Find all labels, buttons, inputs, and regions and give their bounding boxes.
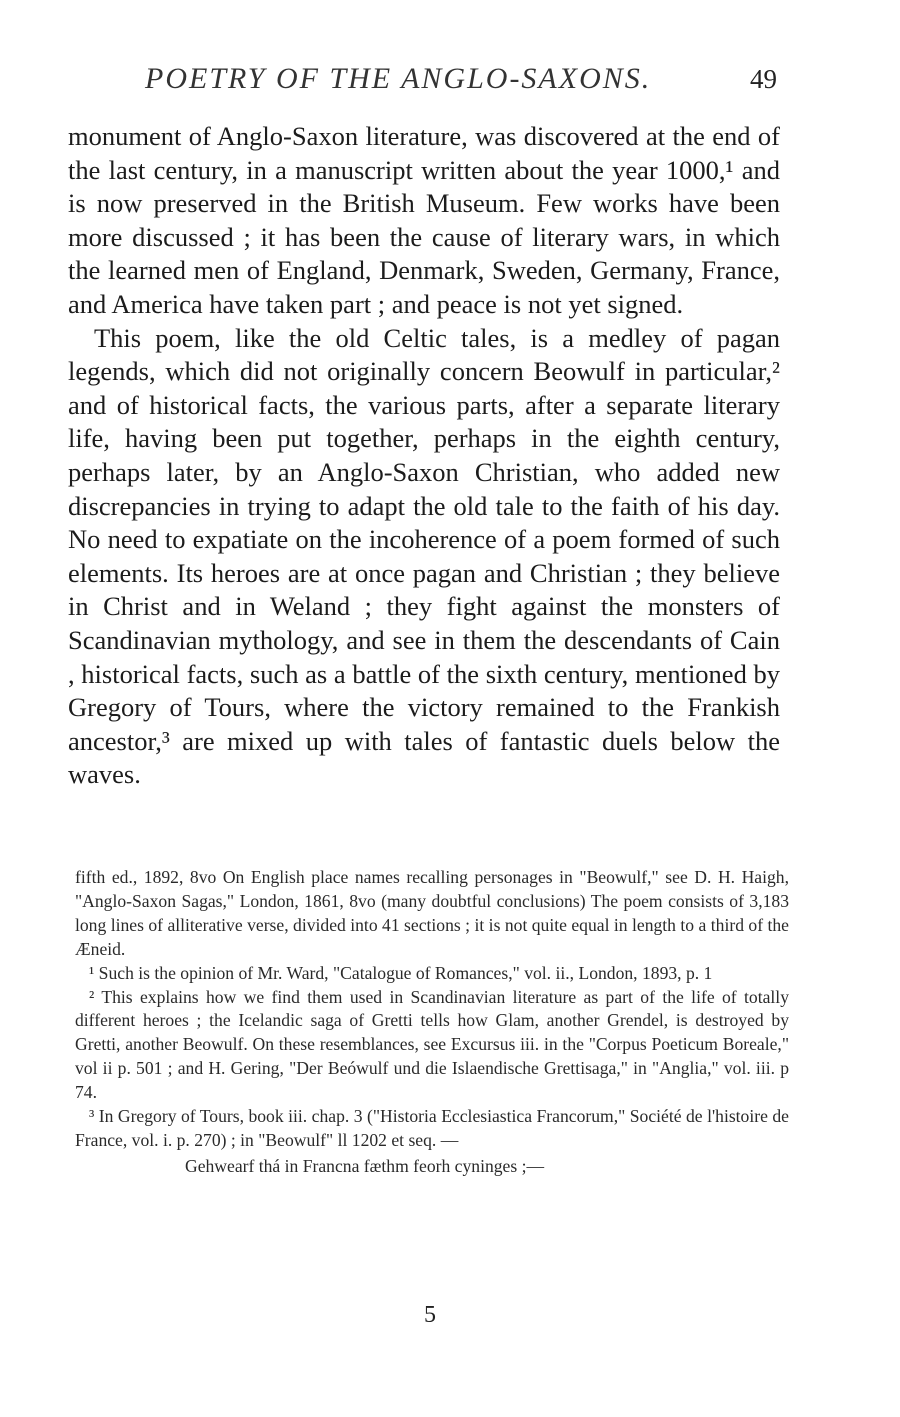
footnotes: [75, 866, 789, 1179]
body-text: [68, 120, 780, 792]
paragraph-2: This poem, like the old Celtic tales, is a medley of pagan legends, which did not originally concern Beowulf in particular,² and of historical facts, the various parts, after a separate literary life, having been put together, perhaps in the eighth century, perhaps later, by an Anglo-Saxon Christian, who added new discrepancies in trying to adapt the old tale to the faith of his day. No need to expatiate on the incoherence of a poem formed of such elements. Its heroes are at once pagan and Christian ; they believe in Christ and in Weland ; they fight against the monsters of Scandinavian mythology, and see in them the descendants of Cain , historical facts, such as a battle of the sixth century, mentioned by Gregory of Tours, where the victory remained to the Frankish ancestor,³ are mixed up with tales of fantastic duels below the waves.: [68, 322, 780, 790]
footnote-continued: fifth ed., 1892, 8vo On English place names recalling personages in "Beowulf," see D. H. Haigh, "Anglo-Saxon Sagas," London, 1861, 8vo (many doubtful conclusions) The poem consists of 3,183 long lines of alliterative verse, divided into 41 sections ; it is not quite equal in length to a third of the Æneid.: [75, 867, 789, 959]
running-head: [145, 62, 785, 102]
paragraph-1: monument of Anglo-Saxon literature, was discovered at the end of the last century, in a manuscript written about the year 1000,¹ and is now preserved in the British Museum. Few works have been more discussed ; it has been the cause of literary wars, in which the learned men of England, Denmark, Sweden, Germany, France, and America have taken part ; and peace is not yet signed.: [68, 121, 780, 319]
footnote-2: ² This explains how we find them used in Scandinavian literature as part of the life of totally different heroes ; the Icelandic saga of Gretti tells how Glam, another Grendel, is destroyed by Gretti, another Beowulf. On these resemblances, see Excursus iii. in the "Corpus Poeticum Boreale," vol ii p. 501 ; and H. Gering, "Der Beówulf und die Islaendische Grettisaga," in "Anglia," vol. iii. p 74.: [75, 986, 789, 1103]
footnote-3: ³ In Gregory of Tours, book iii. chap. 3 ("Historia Ecclesiastica Francorum," Société de l'histoire de France, vol. i. p. 270) ; in "Beowulf" ll 1202 et seq. —: [75, 1106, 789, 1150]
footnote-1: ¹ Such is the opinion of Mr. Ward, "Catalogue of Romances," vol. ii., London, 1893, p. 1: [89, 962, 713, 983]
page-number: 49: [750, 64, 777, 94]
signature-mark: 5: [424, 1302, 436, 1328]
running-title: POETRY OF THE ANGLO-SAXONS.: [145, 62, 652, 95]
footnote-quote: Gehwearf thá in Francna fæthm feorh cyninges ;—: [185, 1155, 545, 1176]
